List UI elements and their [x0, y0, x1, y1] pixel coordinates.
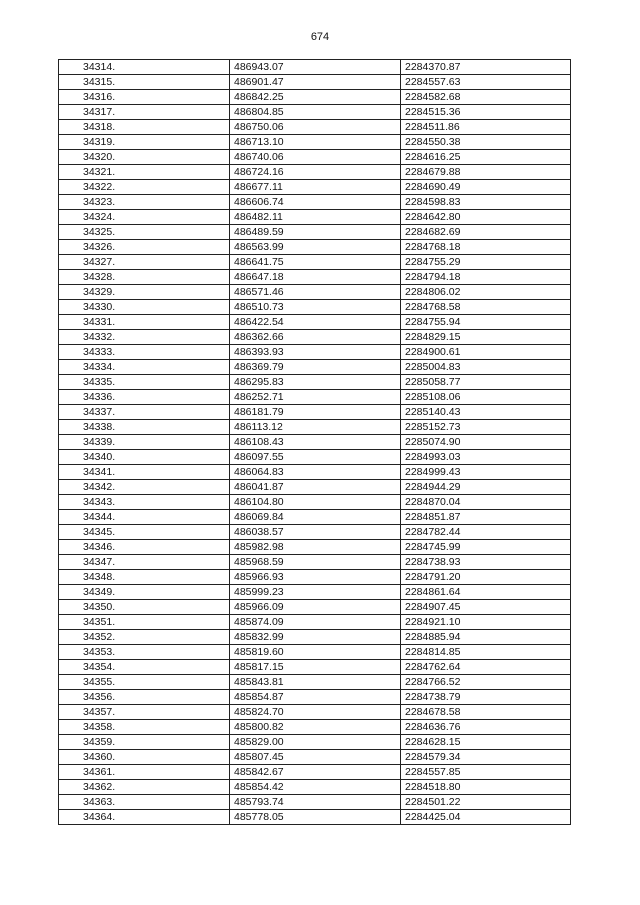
x-coordinate-cell: 486393.93 [230, 345, 401, 360]
table-row [59, 120, 571, 135]
x-coordinate-cell: 486724.16 [230, 165, 401, 180]
point-number-cell: 34338. [59, 420, 230, 435]
x-coordinate-cell: 485966.09 [230, 600, 401, 615]
y-coordinate-cell: 2284993.03 [401, 450, 571, 465]
point-number-cell: 34363. [59, 795, 230, 810]
y-coordinate-cell: 2284616.25 [401, 150, 571, 165]
x-coordinate-cell: 485982.98 [230, 540, 401, 555]
y-coordinate-cell: 2285058.77 [401, 375, 571, 390]
point-number-cell: 34326. [59, 240, 230, 255]
y-coordinate-cell: 2284738.93 [401, 555, 571, 570]
y-coordinate-cell: 2284582.68 [401, 90, 571, 105]
x-coordinate-cell: 485968.59 [230, 555, 401, 570]
point-number-cell: 34352. [59, 630, 230, 645]
y-coordinate-cell: 2284690.49 [401, 180, 571, 195]
x-coordinate-cell: 486108.43 [230, 435, 401, 450]
x-coordinate-cell: 486713.10 [230, 135, 401, 150]
point-number-cell: 34361. [59, 765, 230, 780]
point-number-cell: 34324. [59, 210, 230, 225]
point-number-cell: 34314. [59, 60, 230, 75]
point-number-cell: 34351. [59, 615, 230, 630]
x-coordinate-cell: 486295.83 [230, 375, 401, 390]
table-row [59, 600, 571, 615]
table-row [59, 480, 571, 495]
point-number-cell: 34340. [59, 450, 230, 465]
y-coordinate-cell: 2285152.73 [401, 420, 571, 435]
point-number-cell: 34317. [59, 105, 230, 120]
table-row [59, 450, 571, 465]
table-row [59, 285, 571, 300]
x-coordinate-cell: 486901.47 [230, 75, 401, 90]
y-coordinate-cell: 2284550.38 [401, 135, 571, 150]
x-coordinate-cell: 485874.09 [230, 615, 401, 630]
point-number-cell: 34337. [59, 405, 230, 420]
table-row [59, 585, 571, 600]
table-row [59, 750, 571, 765]
y-coordinate-cell: 2284806.02 [401, 285, 571, 300]
point-number-cell: 34356. [59, 690, 230, 705]
y-coordinate-cell: 2284636.76 [401, 720, 571, 735]
table-row [59, 705, 571, 720]
x-coordinate-cell: 486641.75 [230, 255, 401, 270]
table-row [59, 90, 571, 105]
table-row [59, 240, 571, 255]
y-coordinate-cell: 2284370.87 [401, 60, 571, 75]
point-number-cell: 34319. [59, 135, 230, 150]
x-coordinate-cell: 486041.87 [230, 480, 401, 495]
x-coordinate-cell: 485778.05 [230, 810, 401, 825]
y-coordinate-cell: 2284557.85 [401, 765, 571, 780]
x-coordinate-cell: 486113.12 [230, 420, 401, 435]
table-row [59, 810, 571, 825]
x-coordinate-cell: 485819.60 [230, 645, 401, 660]
coordinates-table-body [59, 60, 571, 825]
y-coordinate-cell: 2284745.99 [401, 540, 571, 555]
x-coordinate-cell: 486064.83 [230, 465, 401, 480]
point-number-cell: 34334. [59, 360, 230, 375]
table-row [59, 780, 571, 795]
y-coordinate-cell: 2284642.80 [401, 210, 571, 225]
x-coordinate-cell: 486943.07 [230, 60, 401, 75]
page-number: 674 [310, 31, 330, 43]
table-row [59, 315, 571, 330]
table-row [59, 195, 571, 210]
x-coordinate-cell: 485793.74 [230, 795, 401, 810]
table-row [59, 570, 571, 585]
point-number-cell: 34318. [59, 120, 230, 135]
point-number-cell: 34335. [59, 375, 230, 390]
table-row [59, 330, 571, 345]
point-number-cell: 34354. [59, 660, 230, 675]
point-number-cell: 34316. [59, 90, 230, 105]
point-number-cell: 34325. [59, 225, 230, 240]
x-coordinate-cell: 486252.71 [230, 390, 401, 405]
y-coordinate-cell: 2284679.88 [401, 165, 571, 180]
table-row [59, 105, 571, 120]
x-coordinate-cell: 486571.46 [230, 285, 401, 300]
y-coordinate-cell: 2284598.83 [401, 195, 571, 210]
point-number-cell: 34328. [59, 270, 230, 285]
y-coordinate-cell: 2284768.58 [401, 300, 571, 315]
point-number-cell: 34355. [59, 675, 230, 690]
x-coordinate-cell: 486362.66 [230, 330, 401, 345]
table-row [59, 525, 571, 540]
table-row [59, 510, 571, 525]
point-number-cell: 34358. [59, 720, 230, 735]
y-coordinate-cell: 2284501.22 [401, 795, 571, 810]
table-row [59, 255, 571, 270]
table-row [59, 795, 571, 810]
point-number-cell: 34315. [59, 75, 230, 90]
y-coordinate-cell: 2284829.15 [401, 330, 571, 345]
table-row [59, 630, 571, 645]
point-number-cell: 34336. [59, 390, 230, 405]
y-coordinate-cell: 2284900.61 [401, 345, 571, 360]
x-coordinate-cell: 486510.73 [230, 300, 401, 315]
table-row [59, 765, 571, 780]
y-coordinate-cell: 2284518.80 [401, 780, 571, 795]
y-coordinate-cell: 2284755.94 [401, 315, 571, 330]
point-number-cell: 34323. [59, 195, 230, 210]
table-row [59, 210, 571, 225]
x-coordinate-cell: 486369.79 [230, 360, 401, 375]
x-coordinate-cell: 486069.84 [230, 510, 401, 525]
point-number-cell: 34341. [59, 465, 230, 480]
x-coordinate-cell: 485807.45 [230, 750, 401, 765]
point-number-cell: 34360. [59, 750, 230, 765]
y-coordinate-cell: 2284425.04 [401, 810, 571, 825]
table-row [59, 555, 571, 570]
table-row [59, 180, 571, 195]
x-coordinate-cell: 486804.85 [230, 105, 401, 120]
x-coordinate-cell: 486104.80 [230, 495, 401, 510]
point-number-cell: 34357. [59, 705, 230, 720]
point-number-cell: 34333. [59, 345, 230, 360]
y-coordinate-cell: 2284791.20 [401, 570, 571, 585]
y-coordinate-cell: 2284944.29 [401, 480, 571, 495]
point-number-cell: 34359. [59, 735, 230, 750]
table-row [59, 660, 571, 675]
y-coordinate-cell: 2285074.90 [401, 435, 571, 450]
point-number-cell: 34327. [59, 255, 230, 270]
table-row [59, 165, 571, 180]
point-number-cell: 34332. [59, 330, 230, 345]
y-coordinate-cell: 2284870.04 [401, 495, 571, 510]
point-number-cell: 34320. [59, 150, 230, 165]
x-coordinate-cell: 485843.81 [230, 675, 401, 690]
x-coordinate-cell: 485817.15 [230, 660, 401, 675]
table-row [59, 360, 571, 375]
point-number-cell: 34322. [59, 180, 230, 195]
point-number-cell: 34330. [59, 300, 230, 315]
y-coordinate-cell: 2284907.45 [401, 600, 571, 615]
x-coordinate-cell: 486563.99 [230, 240, 401, 255]
x-coordinate-cell: 486489.59 [230, 225, 401, 240]
table-row [59, 135, 571, 150]
table-row [59, 720, 571, 735]
point-number-cell: 34342. [59, 480, 230, 495]
table-row [59, 645, 571, 660]
table-row [59, 675, 571, 690]
table-row [59, 270, 571, 285]
y-coordinate-cell: 2284768.18 [401, 240, 571, 255]
x-coordinate-cell: 486097.55 [230, 450, 401, 465]
point-number-cell: 34349. [59, 585, 230, 600]
y-coordinate-cell: 2284851.87 [401, 510, 571, 525]
table-row [59, 375, 571, 390]
y-coordinate-cell: 2284999.43 [401, 465, 571, 480]
y-coordinate-cell: 2284766.52 [401, 675, 571, 690]
y-coordinate-cell: 2285140.43 [401, 405, 571, 420]
point-number-cell: 34321. [59, 165, 230, 180]
x-coordinate-cell: 486677.11 [230, 180, 401, 195]
y-coordinate-cell: 2284762.64 [401, 660, 571, 675]
y-coordinate-cell: 2284782.44 [401, 525, 571, 540]
x-coordinate-cell: 486606.74 [230, 195, 401, 210]
table-row [59, 345, 571, 360]
x-coordinate-cell: 485800.82 [230, 720, 401, 735]
table-row [59, 465, 571, 480]
table-row [59, 495, 571, 510]
y-coordinate-cell: 2284755.29 [401, 255, 571, 270]
table-row [59, 615, 571, 630]
y-coordinate-cell: 2284515.36 [401, 105, 571, 120]
x-coordinate-cell: 486842.25 [230, 90, 401, 105]
point-number-cell: 34353. [59, 645, 230, 660]
point-number-cell: 34343. [59, 495, 230, 510]
y-coordinate-cell: 2284738.79 [401, 690, 571, 705]
y-coordinate-cell: 2284682.69 [401, 225, 571, 240]
y-coordinate-cell: 2284814.85 [401, 645, 571, 660]
point-number-cell: 34364. [59, 810, 230, 825]
point-number-cell: 34347. [59, 555, 230, 570]
x-coordinate-cell: 486038.57 [230, 525, 401, 540]
x-coordinate-cell: 485824.70 [230, 705, 401, 720]
y-coordinate-cell: 2284628.15 [401, 735, 571, 750]
x-coordinate-cell: 485999.23 [230, 585, 401, 600]
table-row [59, 300, 571, 315]
point-number-cell: 34346. [59, 540, 230, 555]
table-row [59, 735, 571, 750]
table-row [59, 60, 571, 75]
table-row [59, 540, 571, 555]
x-coordinate-cell: 486482.11 [230, 210, 401, 225]
y-coordinate-cell: 2284861.64 [401, 585, 571, 600]
table-row [59, 75, 571, 90]
x-coordinate-cell: 485854.42 [230, 780, 401, 795]
y-coordinate-cell: 2284579.34 [401, 750, 571, 765]
point-number-cell: 34344. [59, 510, 230, 525]
x-coordinate-cell: 486750.06 [230, 120, 401, 135]
coordinates-table [58, 59, 571, 825]
table-row [59, 150, 571, 165]
point-number-cell: 34345. [59, 525, 230, 540]
x-coordinate-cell: 485832.99 [230, 630, 401, 645]
point-number-cell: 34331. [59, 315, 230, 330]
table-row [59, 420, 571, 435]
y-coordinate-cell: 2285004.83 [401, 360, 571, 375]
table-row [59, 690, 571, 705]
table-row [59, 225, 571, 240]
point-number-cell: 34350. [59, 600, 230, 615]
x-coordinate-cell: 486647.18 [230, 270, 401, 285]
y-coordinate-cell: 2284557.63 [401, 75, 571, 90]
y-coordinate-cell: 2284794.18 [401, 270, 571, 285]
point-number-cell: 34329. [59, 285, 230, 300]
y-coordinate-cell: 2284885.94 [401, 630, 571, 645]
table-row [59, 390, 571, 405]
x-coordinate-cell: 486740.06 [230, 150, 401, 165]
y-coordinate-cell: 2284511.86 [401, 120, 571, 135]
y-coordinate-cell: 2284921.10 [401, 615, 571, 630]
table-row [59, 435, 571, 450]
x-coordinate-cell: 486181.79 [230, 405, 401, 420]
x-coordinate-cell: 486422.54 [230, 315, 401, 330]
x-coordinate-cell: 485842.67 [230, 765, 401, 780]
table-row [59, 405, 571, 420]
x-coordinate-cell: 485854.87 [230, 690, 401, 705]
y-coordinate-cell: 2284678.58 [401, 705, 571, 720]
y-coordinate-cell: 2285108.06 [401, 390, 571, 405]
point-number-cell: 34362. [59, 780, 230, 795]
x-coordinate-cell: 485829.00 [230, 735, 401, 750]
x-coordinate-cell: 485966.93 [230, 570, 401, 585]
point-number-cell: 34348. [59, 570, 230, 585]
point-number-cell: 34339. [59, 435, 230, 450]
